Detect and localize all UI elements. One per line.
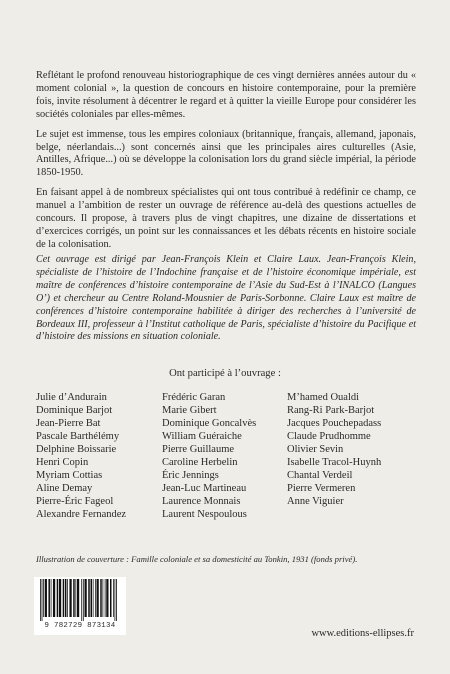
contributors-title: Ont participé à l’ouvrage :: [169, 368, 281, 379]
contributor-name: Dominique Barjot: [36, 405, 113, 417]
intro-text: [36, 70, 416, 259]
contributor-name: Julie d’Andurain: [36, 392, 107, 403]
intro-paragraph-1: Reflétant le profond renouveau historiographique de ces vingt dernières années autour du « moment colonial », la question de concours en histoire contemporaine, pour la première fois, invite résolument à décentrer le regard et à quitter la vieille Europe pour considérer les sociétés coloniales par elles-mêmes.: [36, 70, 416, 120]
illustration-credit: Illustration de couverture : Famille coloniale et sa domesticité au Tonkin, 1931 (fonds privé).: [36, 554, 358, 564]
contributor-name: Dominique Goncalvès: [162, 418, 257, 430]
contributor-name: Olivier Sevin: [287, 444, 344, 456]
publisher-website: www.editions-ellipses.fr: [311, 628, 414, 639]
contributor-name: Marie Gibert: [162, 405, 217, 417]
contributor-name: Claude Prudhomme: [287, 431, 371, 443]
contributor-name: Pierre-Éric Fageol: [36, 496, 114, 508]
contributor-name: Aline Demay: [36, 483, 93, 495]
contributors-column-3: [287, 391, 381, 508]
contributor-name: Henri Copin: [36, 457, 89, 469]
contributors-column-2: [162, 391, 256, 521]
authors-note: Cet ouvrage est dirigé par Jean-François Klein et Claire Laux. Jean-François Klein, spécialiste de l’histoire de l’Indochine française et de l’histoire économique impériale, est maître de conférences d’histoire contemporaine de l’Asie du Sud-Est à l’INALCO (Langues O’) et chercheur au Centre Roland-Mousnier de Paris-Sorbonne. Claire Laux est maître de conférences d’histoire contemporaine habilitée à diriger des recherches à l’université de Bordeaux III, professeur à l’Institut catholique de Paris, spécialiste d’histoire du Pacifique et d’histoire des missions en situation coloniale.: [36, 254, 416, 343]
contributor-name: Alexandre Fernandez: [36, 509, 127, 521]
contributor-name: Pascale Barthélémy: [36, 431, 120, 443]
contributor-name: Chantal Verdeil: [287, 470, 353, 482]
contributor-name: Laurent Nespoulous: [162, 509, 247, 521]
barcode-bars: [38, 579, 122, 621]
contributor-name: Isabelle Tracol-Huynh: [287, 457, 382, 469]
contributor-name: Anne Viguier: [287, 496, 344, 508]
contributor-name: Éric Jennings: [162, 470, 219, 482]
contributor-name: Jean-Luc Martineau: [162, 483, 247, 495]
contributor-name: Myriam Cottias: [36, 470, 103, 482]
contributor-name: Pierre Vermeren: [287, 483, 356, 495]
contributor-name: Caroline Herbelin: [162, 457, 238, 469]
intro-paragraph-2: Le sujet est immense, tous les empires coloniaux (britannique, français, allemand, japonais, belge, néerlandais...) sont concernés ainsi que les principales aires culturelles (Asie, Antilles, Afrique...) où se développe la colonisation lors du grand siècle impérial, la période 1850-1950.: [36, 128, 416, 179]
contributors-column-1: [36, 391, 126, 521]
contributor-name: Jacques Pouchepadass: [287, 418, 382, 430]
contributor-name: Rang-Ri Park-Barjot: [287, 405, 375, 417]
contributor-name: Laurence Monnais: [162, 496, 241, 508]
contributor-name: Delphine Boissarie: [36, 444, 117, 456]
contributor-name: M’hamed Oualdi: [287, 392, 360, 403]
contributor-name: Jean-Pierre Bat: [36, 418, 101, 430]
isbn-barcode: [34, 577, 126, 635]
intro-paragraph-3: En faisant appel à de nombreux spécialistes qui ont tous contribué à redéfinir ce champ, ce manuel a l’ambition de rester un ouvrage de référence au-delà des questions actuelles de concours. Il propose, à travers plus de vingt chapitres, une dizaine de dissertations et d’exercices corrigés, un point sur les connaissances et les débats récents en histoire sociale de la colonisation.: [36, 187, 416, 250]
contributor-name: Pierre Guillaume: [162, 444, 235, 456]
barcode-number: 9 782729 873134: [44, 622, 116, 630]
contributor-name: Frédéric Garan: [162, 392, 226, 403]
contributor-name: William Guéraiche: [162, 431, 242, 443]
